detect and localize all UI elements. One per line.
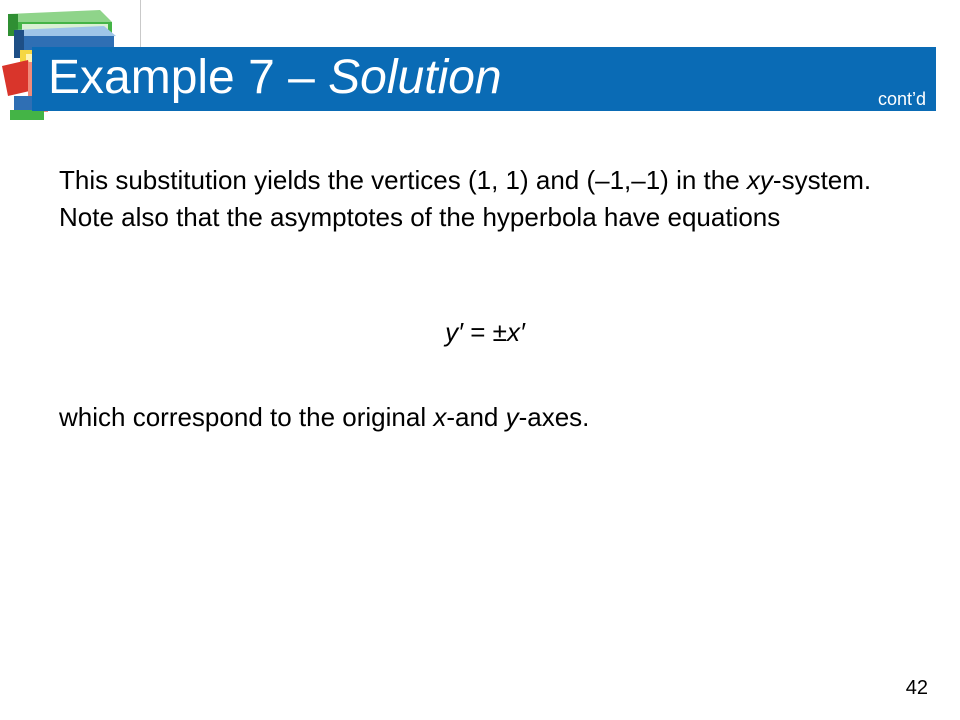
title-main: Example 7 – bbox=[48, 51, 329, 104]
paragraph-axes bbox=[59, 399, 589, 436]
asymptote-equation bbox=[0, 314, 960, 351]
paragraph2-part-a: which correspond to the original bbox=[59, 402, 434, 432]
equation-lhs: y′ bbox=[445, 317, 464, 347]
slide-title bbox=[48, 50, 502, 106]
continued-label: cont’d bbox=[877, 89, 926, 109]
paragraph1-xy: xy bbox=[746, 165, 773, 195]
paragraph2-x: x bbox=[433, 402, 447, 432]
equation-mid: = ± bbox=[463, 317, 507, 347]
paragraph2-part-c: -axes. bbox=[518, 402, 590, 432]
paragraph2-part-b: -and bbox=[446, 402, 506, 432]
title-italic: Solution bbox=[328, 51, 502, 104]
paragraph1-part-a: This substitution yields the vertices (1, 1) and (–1,–1) in the bbox=[59, 165, 747, 195]
paragraph-vertices bbox=[59, 162, 899, 236]
equation-rhs: x′ bbox=[506, 317, 525, 347]
paragraph1-part-b: -system. Note also that the asymptotes of the hyperbola have equations bbox=[59, 165, 872, 232]
page-number: 42 bbox=[905, 677, 928, 699]
paragraph2-y: y bbox=[505, 402, 519, 432]
